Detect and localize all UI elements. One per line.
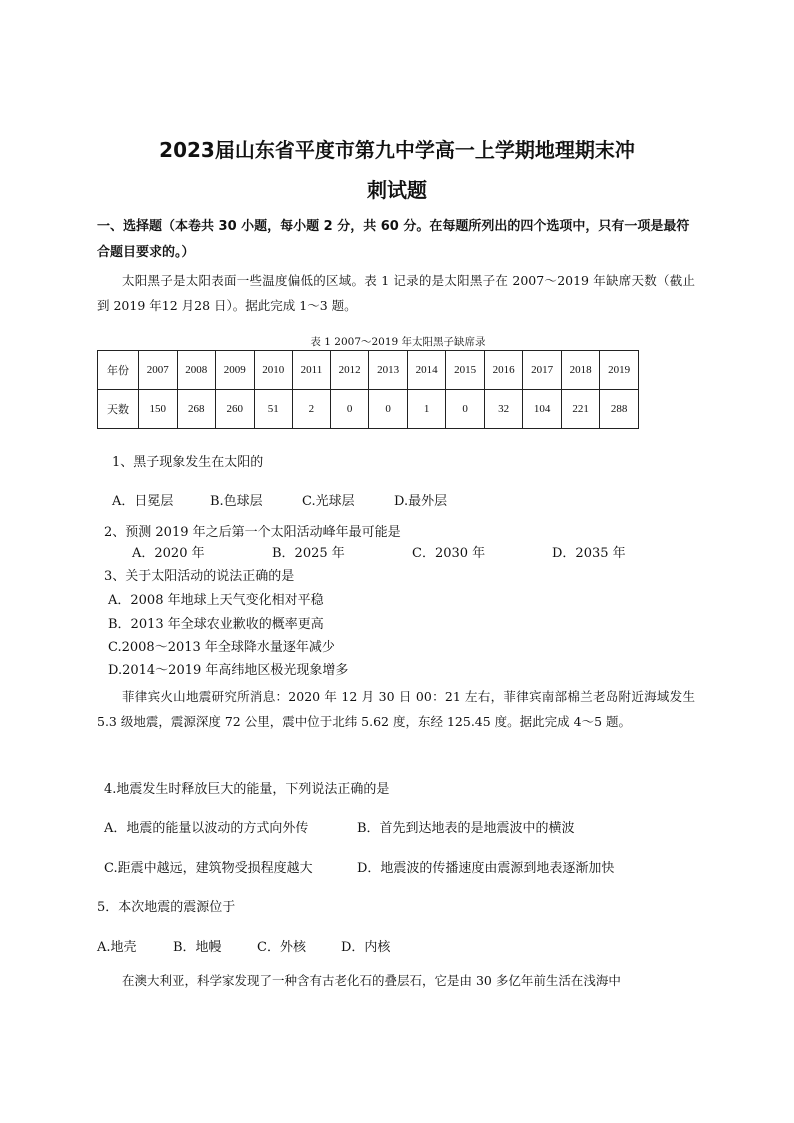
passage-earthquake: 菲律宾火山地震研究所消息：2020 年 12 月 30 日 00：21 左右，菲律宾南部棉兰老岛附近海域发生 5.3 级地震，震源深度 72 公里，震中位于北纬 5.62 度，东经 125.45 度。据此完成 4～5 题。	[97, 689, 695, 729]
question-2-option-a: A．2020 年	[132, 546, 205, 561]
question-4-option-d: D．地震波的传播速度由震源到地表逐渐加快	[357, 861, 615, 876]
exam-title-line-1: 2023届山东省平度市第九中学高一上学期地理期末冲	[159, 138, 635, 162]
table-cell-year: 2013	[369, 351, 408, 390]
table-cell-days: 288	[600, 390, 639, 429]
question-5-options	[97, 936, 390, 955]
table-row-header: 天数	[98, 390, 139, 429]
question-4-option-b: B．首先到达地表的是地震波中的横波	[357, 821, 575, 836]
question-3-option-b: B．2013 年全球农业歉收的概率更高	[108, 617, 324, 632]
table-row-days	[98, 390, 639, 429]
section-1-heading: 一、选择题（本卷共 30 小题，每小题 2 分，共 60 分。在每题所列出的四个选项中，只有一项是最符合题目要求的。）	[97, 219, 690, 260]
table-cell-year: 2017	[523, 351, 562, 390]
table-cell-year: 2011	[293, 351, 331, 390]
passage-sunspots: 太阳黑子是太阳表面一些温度偏低的区域。表 1 记录的是太阳黑子在 2007～2019 年缺席天数（截止到 2019 年12 月28 日）。据此完成 1～3 题。	[97, 273, 695, 313]
question-3-option-d: D.2014～2019 年高纬地区极光现象增多	[108, 663, 349, 678]
table-row-header: 年份	[98, 351, 139, 390]
table-cell-days: 32	[484, 390, 523, 429]
table-caption: 表 1 2007～2019 年太阳黑子缺席录	[310, 336, 486, 348]
table-cell-days: 0	[446, 390, 485, 429]
question-5-option-b: B．地幔	[173, 940, 222, 955]
question-2-options	[132, 542, 626, 561]
table-cell-year: 2019	[600, 351, 639, 390]
table-cell-year: 2016	[484, 351, 523, 390]
question-1-option-d: D.最外层	[394, 494, 448, 509]
table-cell-days: 104	[523, 390, 562, 429]
question-2-option-b: B．2025 年	[272, 546, 345, 561]
table-cell-days: 260	[216, 390, 255, 429]
question-1-option-b: B.色球层	[210, 494, 263, 509]
table-cell-days: 0	[369, 390, 408, 429]
passage-stromatolite: 在澳大利亚，科学家发现了一种含有古老化石的叠层石，它是由 30 多亿年前生活在浅海中	[122, 973, 621, 988]
question-1-options	[112, 490, 447, 509]
question-5-option-a: A.地壳	[97, 940, 137, 955]
question-1-option-c: C.光球层	[302, 494, 355, 509]
table-cell-year: 2018	[561, 351, 600, 390]
table-cell-year: 2009	[216, 351, 255, 390]
table-cell-year: 2007	[139, 351, 178, 390]
question-1-option-a: A．日冕层	[112, 494, 174, 509]
table-cell-days: 0	[330, 390, 369, 429]
table-cell-days: 1	[407, 390, 446, 429]
table-cell-days: 51	[254, 390, 293, 429]
table-cell-year: 2015	[446, 351, 485, 390]
table-cell-days: 268	[177, 390, 216, 429]
question-4-option-c: C.距震中越远，建筑物受损程度越大	[104, 861, 313, 876]
question-4-option-a: A．地震的能量以波动的方式向外传	[104, 821, 309, 836]
table-cell-days: 150	[139, 390, 178, 429]
question-2-option-d: D．2035 年	[552, 546, 626, 561]
question-4-stem: 4.地震发生时释放巨大的能量，下列说法正确的是	[104, 782, 390, 797]
table-cell-days: 2	[293, 390, 331, 429]
table-cell-year: 2008	[177, 351, 216, 390]
question-5-option-d: D．内核	[341, 940, 391, 955]
table-cell-days: 221	[561, 390, 600, 429]
exam-title-line-2: 刺试题	[367, 178, 427, 202]
table-cell-year: 2014	[407, 351, 446, 390]
question-5-option-c: C．外核	[257, 940, 306, 955]
question-5-stem: 5．本次地震的震源位于	[97, 900, 236, 915]
question-2-stem: 2、预测 2019 年之后第一个太阳活动峰年最可能是	[104, 525, 401, 540]
question-2-option-c: C．2030 年	[412, 546, 486, 561]
question-3-option-a: A．2008 年地球上天气变化相对平稳	[108, 593, 324, 608]
question-3-option-c: C.2008～2013 年全球降水量逐年减少	[108, 640, 335, 655]
sunspot-absence-table	[97, 350, 639, 429]
question-1-stem: 1、黑子现象发生在太阳的	[112, 455, 264, 470]
table-row-years	[98, 351, 639, 390]
table-cell-year: 2010	[254, 351, 293, 390]
table-cell-year: 2012	[330, 351, 369, 390]
question-3-stem: 3、关于太阳活动的说法正确的是	[104, 569, 295, 584]
